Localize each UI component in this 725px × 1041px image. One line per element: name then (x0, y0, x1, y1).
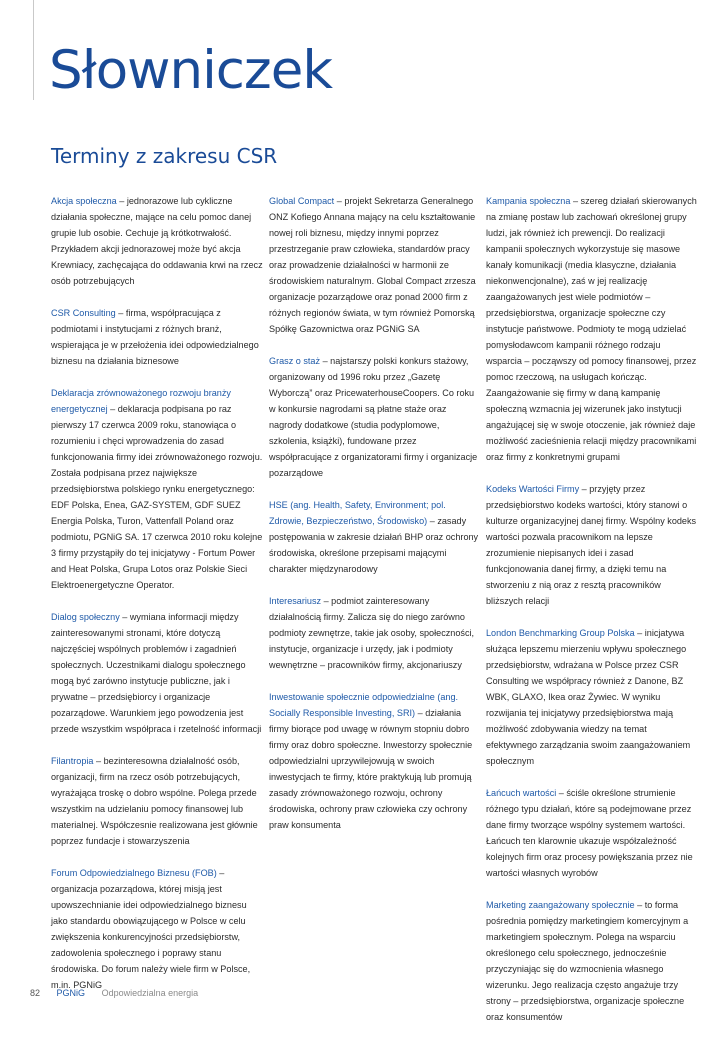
glossary-entry (269, 689, 481, 833)
glossary-definition: – wymiana informacji między zainteresowanymi stronami, które dotyczą najczęściej wspólnych problemów i zagadnień społecznych. Uczestnikami dialogu społecznego mogą być zarówno instytucje publiczne, jak i prywatne – przedsiębiorcy i organizacje pozarządowe. Warunkiem jego powodzenia jest przede wszystkim współpraca i rzetelność informacji (51, 612, 262, 734)
glossary-entry (51, 385, 263, 593)
glossary-definition: – firma, współpracująca z podmiotami i instytucjami z różnych branż, wspierająca je w przełożenia idei odpowiedzialnego biznesu na działania biznesowe (51, 308, 259, 366)
glossary-definition: – jednorazowe lub cykliczne działania społeczne, mające na celu pomoc danej grupie lub osobie. Cechuje ją krótkotrwałość. Przykładem akcji jednorazowej może być akcja Krewniacy, zachęcająca do oddawania krwi na rzecz osób potrzebujących (51, 196, 263, 286)
glossary-term: Filantropia (51, 756, 94, 766)
glossary-entry (51, 609, 263, 737)
footer-brand: PGNiG (56, 988, 86, 998)
glossary-definition: – inicjatywa służąca lepszemu mierzeniu wpływu społecznego przedsiębiorstw, wdrażana w Polsce przez CSR Consulting we współpracy również z Danone, BZ WBK, GLAXO, Ikea oraz Żywiec. W wyniku rozwijania tej inicjatywy przedsiębiorstwa mają możliwość zdobywania wiedzy na temat efektywnego zarządzania swoim zaangażowaniem społecznym (486, 628, 691, 766)
glossary-term: Global Compact (269, 196, 335, 206)
glossary-definition: – ściśle określone strumienie różnego typu działań, które są podejmowane przez dane firmy tworzące wspólny systemem wartości. Łańcuch ten klarownie ukazuje współzależność kolejnych firm oraz procesy powiększania przez nie wartości własnych wyrobów (486, 788, 693, 878)
glossary-definition: – najstarszy polski konkurs stażowy, organizowany od 1996 roku przez „Gazetę Wyborczą” oraz PricewaterhouseCoopers. Co roku w konkursie nagrodami są płatne staże oraz nagrody dodatkowe (studia podyplomowe, szkolenia, książki), fundowane przez współpracujące z organizatorami firmy i organizacje pozarządowe (269, 356, 478, 478)
glossary-term: Grasz o staż (269, 356, 321, 366)
glossary-definition: – przyjęty przez przedsiębiorstwo kodeks wartości, który stanowi o kulturze organizacyjnej danej firmy. Wspólny kodeks wartości pozwala pracownikom na lepsze zrozumienie niepisanych idei i zasad funkcjonowania danej firmy, a dzięki temu na stworzeniu z nią oraz z resztą pracowników bliższych relacji (486, 484, 697, 606)
glossary-term: Dialog społeczny (51, 612, 120, 622)
glossary-term: Łańcuch wartości (486, 788, 557, 798)
glossary-definition: – projekt Sekretarza Generalnego ONZ Kofiego Annana mający na celu kształtowanie nowej roli biznesu, między innymi poprzez przestrzeganie praw człowieka, standardów pracy oraz prowadzenie działalności w harmonii ze środowiskiem naturalnym. Global Compact zrzesza organizacje pozarządowe oraz ponad 2000 firm z różnych regionów świata, w tym również Pomorską Spółkę Gazownictwa oraz PGNiG SA (269, 196, 476, 334)
glossary-column-3 (486, 193, 698, 1041)
glossary-entry (51, 865, 263, 993)
page-title: Słowniczek (49, 40, 333, 101)
glossary-definition: – bezinteresowna działalność osób, organizacji, firm na rzecz osób potrzebujących, wyrażająca troskę o dobro wspólne. Polega przede wszystkim na udzielaniu pomocy finansowej lub materialnej. Współczesnie realizowana jest głównie poprzez fundacje i stowarzyszenia (51, 756, 258, 846)
glossary-entry (486, 193, 698, 465)
page-footer (30, 988, 212, 998)
glossary-definition: – podmiot zainteresowany działalnością firmy. Zalicza się do niego zarówno podmioty zewnętrze, takie jak osoby, społeczności, instytucje, organizacje i urzędy, jak i podmioty wewnętrzne – pracowników firmy, akcjonariuszy (269, 596, 475, 670)
glossary-entry (51, 305, 263, 369)
glossary-definition: – organizacja pozarządowa, której misją jest upowszechnianie idei odpowiedzialnego biznesu jako standardu obowiązującego w Polsce w celu zwiększenia konkurencyjności przedsiębiorstw, zadowolenia społecznego i poprawy stanu środowiska. Do forum należy wiele firm w Polsce, m.in. PGNiG (51, 868, 251, 990)
glossary-term: Forum Odpowiedzialnego Biznesu (FOB) (51, 868, 217, 878)
margin-rule (33, 0, 34, 100)
glossary-entry (486, 897, 698, 1025)
glossary-term: HSE (ang. Health, Safety, Environment; pol. Zdrowie, Bezpieczeństwo, Środowisko) (269, 500, 446, 526)
glossary-entry (269, 593, 481, 673)
glossary-entry (269, 193, 481, 337)
glossary-entry (51, 753, 263, 849)
glossary-definition: – to forma pośrednia pomiędzy marketingiem komercyjnym a marketingiem społecznym. Polega na wsparciu określonego celu społecznego, jednocześnie przyczyniając się do wzmocnienia własnego wizerunku. Jego realizacja często angażuje trzy strony – przedsiębiorstwa, organizacje społeczne oraz konsumentów (486, 900, 689, 1022)
glossary-term: Marketing zaangażowany społecznie (486, 900, 635, 910)
glossary-term: Interesariusz (269, 596, 322, 606)
glossary-definition: – zasady postępowania w zakresie działań BHP oraz ochrony środowiska, określone przepisami mającymi charakter międzynarodowy (269, 516, 479, 574)
glossary-column-2 (269, 193, 481, 849)
glossary-term: CSR Consulting (51, 308, 116, 318)
glossary-entry (486, 785, 698, 881)
section-subtitle: Terminy z zakresu CSR (51, 144, 278, 168)
glossary-term: Kampania społeczna (486, 196, 571, 206)
glossary-term: Akcja społeczna (51, 196, 117, 206)
glossary-column-1 (51, 193, 263, 1009)
glossary-entry (51, 193, 263, 289)
glossary-term: Kodeks Wartości Firmy (486, 484, 580, 494)
glossary-term: London Benchmarking Group Polska (486, 628, 635, 638)
glossary-term: Inwestowanie społecznie odpowiedzialne (ang. Socially Responsible Investing, SRI) (269, 692, 459, 718)
glossary-entry (486, 481, 698, 609)
footer-tagline: Odpowiedzialna energia (101, 988, 199, 998)
glossary-definition: – działania firmy biorące pod uwagę w równym stopniu dobro firmy oraz dobro społeczne. Inwestorzy społecznie odpowiedzialni uprzywilejowują w swoich inwestycjach te firmy, które praktykują lub promują zasady zrównoważonego rozwoju, ochrony środowiska, ochrony praw człowieka czy ochrony praw konsumenta (269, 708, 473, 830)
glossary-definition: – deklaracja podpisana po raz pierwszy 17 czerwca 2009 roku, stanowiąca o rozumieniu i chęci wprowadzenia do zasad funkcjonowania firmy idei zrównoważonego rozwoju. Została podpisana przez największe przedsiębiorstwa polskiego rynku energetycznego: EDF Polska, Enea, GAZ-SYSTEM, GDF SUEZ Energia Polska, Turon, Vattenfall Poland oraz podmiotu, PGNiG SA. 17 czerwca 2010 roku kolejne 3 firmy przystąpiły do tej inicjatywy - Fortum Power and Heat Polska, Grupa Lotos oraz Polskie Sieci Elektroenergetyczne Operator. (51, 404, 263, 590)
glossary-entry (269, 497, 481, 577)
glossary-entry (486, 625, 698, 769)
glossary-definition: – szereg działań skierowanych na zmianę postaw lub zachowań określonej grupy ludzi, jak również ich prewencji. Do realizacji kampanii społecznych wykorzystuje się masowe kanały komunikacji (media klasyczne, działania niekonwencjonalne), zaś w jej realizację zaangażowanych jest wiele podmiotów – przedsiębiorstwa, organizacje społeczne czy instytucje państwowe. Podmioty te mogą udzielać pomysłodawcom kampanii różnego rodzaju wsparcia – począwszy od pomocy finansowej, przez pomoc rzeczową, na usługach kończąc. Zaangażowanie się firmy w daną kampanię społeczną wzmacnia jej wizerunek jako instytucji angażującej się w swoje otoczenie, jak również daje możliwość zacieśnienia relacji między pracownikami oraz firmy z konkretnymi grupami (486, 196, 697, 462)
page-number: 82 (30, 988, 41, 998)
glossary-entry (269, 353, 481, 481)
glossary-term: Deklaracja zrównoważonego rozwoju branży energetycznej (51, 388, 231, 414)
